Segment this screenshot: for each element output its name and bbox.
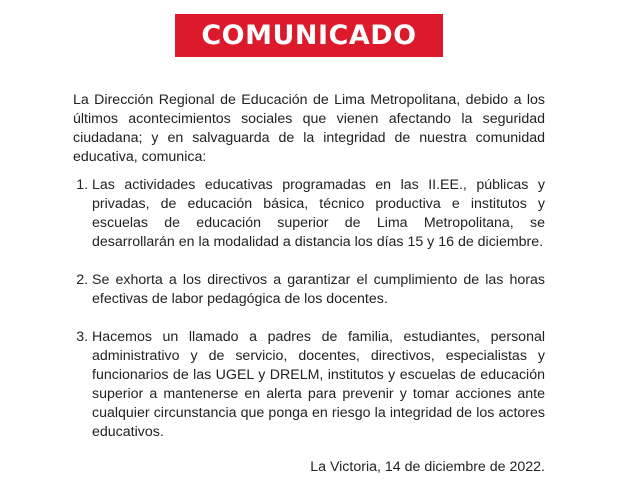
- date-line: La Victoria, 14 de diciembre de 2022.: [310, 459, 545, 475]
- numbered-list: [73, 176, 545, 442]
- title-banner: [175, 14, 443, 57]
- list-item: 2. Se exhorta a los directivos a garantizar el cumplimiento de las horas efectivas de labor pedagógica de los docentes.: [92, 271, 545, 309]
- document-body: [73, 91, 545, 461]
- list-item: 3. Hacemos un llamado a padres de familia, estudiantes, personal administrativo y de servicio, docentes, directivos, especialistas y funcionarios de las UGEL y DRELM, institutos y escuelas de educación superior a mantenerse en alerta para prevenir y tomar acciones ante cualquier circunstancia que ponga en riesgo la integridad de los actores educativos.: [92, 328, 545, 442]
- intro-paragraph: La Dirección Regional de Educación de Lima Metropolitana, debido a los últimos acontecimientos sociales que vienen afectando la seguridad ciudadana; y en salvaguarda de la integridad de nuestra comunidad educativa, comunica:: [73, 92, 545, 165]
- list-item: 1. Las actividades educativas programadas en las II.EE., públicas y privadas, de educación básica, técnico productiva e institutos y escuelas de educación superior de Lima Metropolitana, se desarrollarán en la modalidad a distancia los días 15 y 16 de diciembre.: [92, 176, 545, 252]
- page-title: COMUNICADO: [201, 20, 417, 51]
